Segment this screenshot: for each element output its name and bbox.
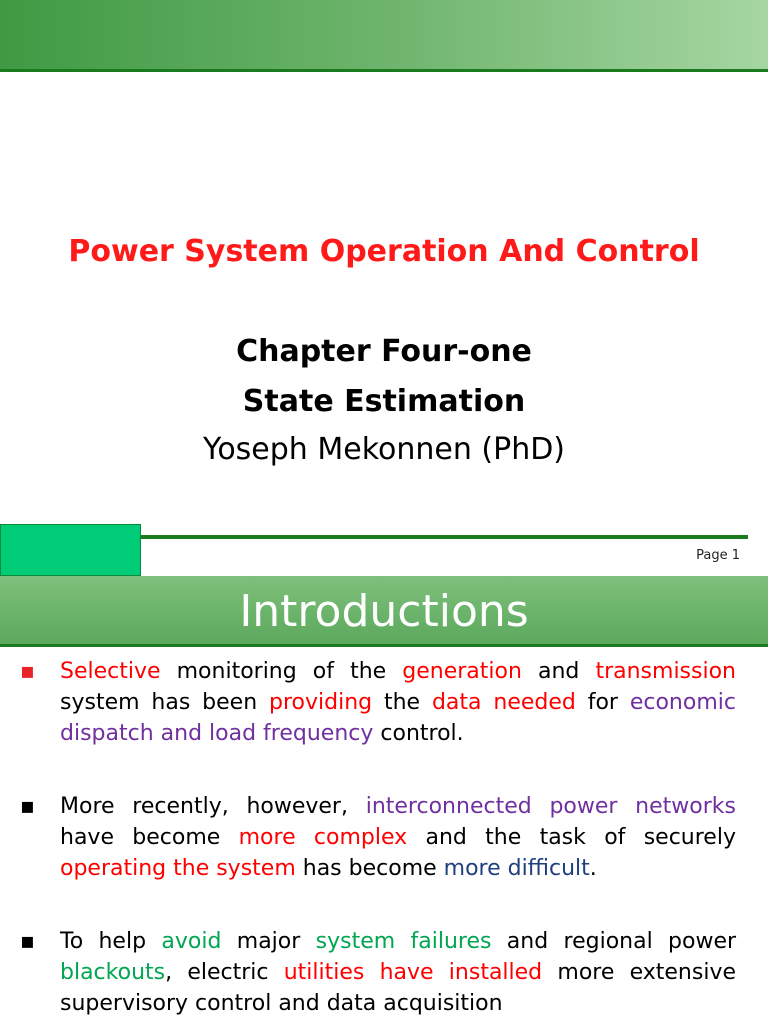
bullet-text-segment: More recently, however,: [60, 794, 366, 819]
bullet-text-segment: the: [372, 690, 432, 715]
bullet-text-segment: generation: [402, 659, 522, 684]
bullet-marker-icon: ▪: [20, 929, 35, 954]
bullet-text-segment: more extensive supervisory control and data acquisition: [60, 960, 736, 1016]
introductions-slide: [0, 576, 768, 1024]
top-divider-line: [0, 69, 768, 72]
bullet-text-segment: operating the system: [60, 856, 296, 881]
author-name: Yoseph Mekonnen (PhD): [202, 432, 566, 467]
bullet-text-segment: Selective: [60, 659, 161, 684]
course-title: Power System Operation And Control: [68, 234, 700, 269]
topic-heading: State Estimation: [242, 384, 526, 419]
bullet-text-segment: and regional power: [491, 929, 737, 954]
bullet-text-segment: .: [589, 856, 597, 881]
footer-divider-line: [141, 535, 748, 539]
bullet-text-segment: and: [521, 659, 596, 684]
bullet-item: [16, 926, 736, 1019]
bullet-text-segment: transmission: [595, 659, 736, 684]
bullet-text-segment: data needed: [431, 690, 576, 715]
top-green-bar: [0, 0, 768, 70]
bullet-text-segment: To help: [60, 929, 162, 954]
slide-header-bar: [0, 576, 768, 646]
bullet-text-segment: have become: [60, 825, 239, 850]
bullet-text-segment: utilities have installed: [283, 960, 543, 985]
bullet-text-segment: economic dispatch and load frequency: [60, 690, 736, 746]
bullet-item: [16, 791, 736, 884]
chapter-heading: Chapter Four-one: [236, 334, 532, 369]
bullet-text-segment: system failures: [315, 929, 492, 954]
bullet-text-segment: major: [221, 929, 316, 954]
bullet-text-segment: blackouts: [60, 960, 166, 985]
page-number: Page 1: [696, 548, 740, 563]
bullet-text-segment: avoid: [161, 929, 222, 954]
slide-title: Introductions: [239, 586, 529, 637]
bullet-item: [16, 656, 736, 749]
header-divider-line: [0, 644, 768, 647]
bullet-text-segment: control.: [373, 721, 464, 746]
bullet-marker-icon: ▪: [20, 794, 35, 819]
bullet-text-segment: has become: [295, 856, 444, 881]
bullet-text-segment: , electric: [165, 960, 284, 985]
bullet-text-segment: providing: [269, 690, 373, 715]
footer-green-box: [0, 524, 141, 576]
bullet-text-segment: more difficult: [443, 856, 590, 881]
bullet-marker-icon: ▪: [20, 659, 35, 684]
bullet-list: [16, 656, 736, 1024]
bullet-text-segment: more complex: [238, 825, 408, 850]
bullet-text-segment: monitoring of the: [160, 659, 403, 684]
bullet-text-segment: interconnected power networks: [365, 794, 736, 819]
bullet-text-segment: and the task of securely: [407, 825, 736, 850]
bullet-text-segment: for: [575, 690, 630, 715]
bullet-text-segment: system has been: [60, 690, 269, 715]
